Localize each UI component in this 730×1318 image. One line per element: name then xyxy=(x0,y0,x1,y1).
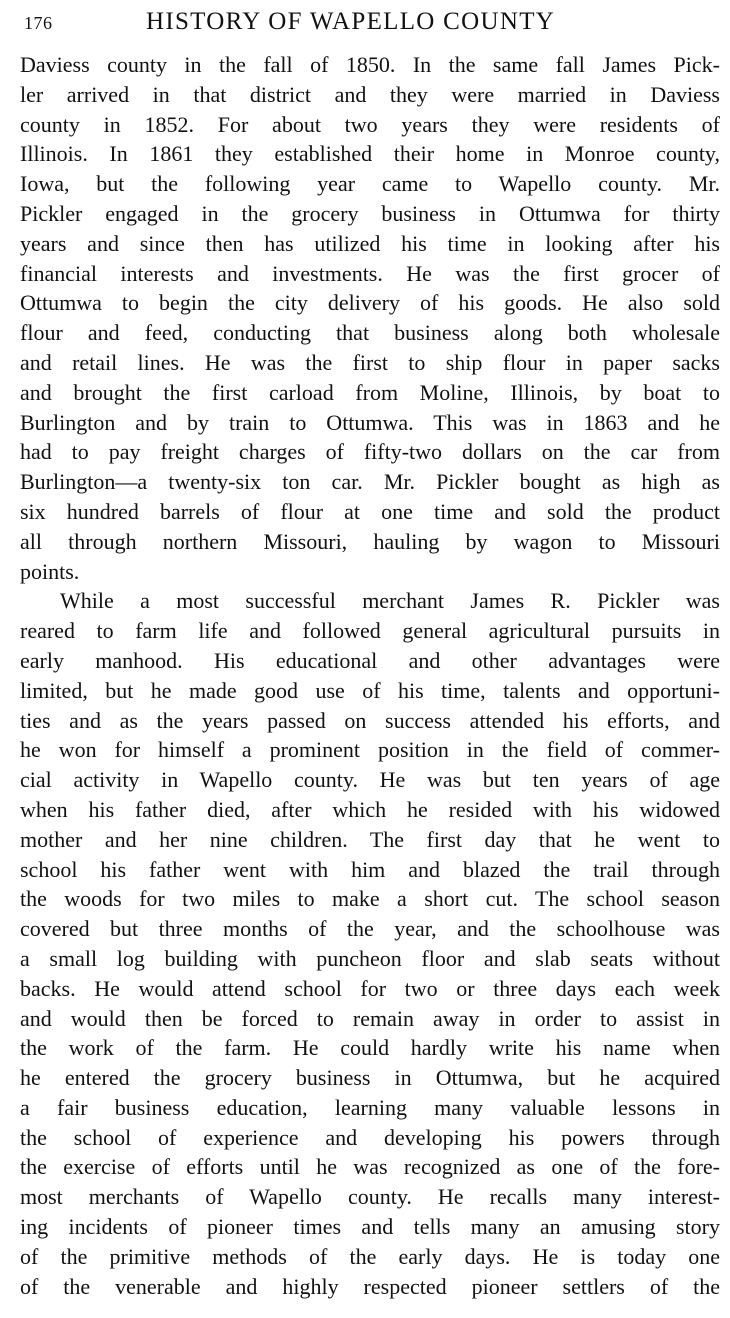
text-line: when his father died, after which he resided with his widowed xyxy=(20,796,720,822)
text-line: Ottumwa to begin the city delivery of his goods. He also sold xyxy=(20,290,720,316)
text-line: covered but three months of the year, and the schoolhouse was xyxy=(20,916,720,942)
text-line: early manhood. His educational and other advantages were xyxy=(20,647,720,673)
text-line: ties and as the years passed on success attended his efforts, and xyxy=(20,707,720,733)
text-line: Burlington and by train to Ottumwa. This was in 1863 and he xyxy=(20,409,720,435)
text-line: had to pay freight charges of fifty-two dollars on the car from xyxy=(20,439,720,465)
text-line: ler arrived in that district and they were married in Daviess xyxy=(20,81,720,107)
text-line: cial activity in Wapello county. He was but ten years of age xyxy=(20,767,720,793)
text-line: Iowa, but the following year came to Wapello county. Mr. xyxy=(20,171,720,197)
text-line: reared to farm life and followed general agricultural pursuits in xyxy=(20,618,720,644)
text-line: mother and her nine children. The first day that he went to xyxy=(20,826,720,852)
body-text xyxy=(20,50,720,1301)
text-line: financial interests and investments. He was the first grocer of xyxy=(20,260,720,286)
paragraph-1 xyxy=(20,50,720,586)
text-line: the woods for two miles to make a short cut. The school season xyxy=(20,886,720,912)
page-header xyxy=(0,8,730,44)
text-line: a small log building with puncheon floor and slab seats without xyxy=(20,945,720,971)
text-line: most merchants of Wapello county. He recalls many interest- xyxy=(20,1184,720,1210)
text-line: and would then be forced to remain away in order to assist in xyxy=(20,1005,720,1031)
text-line: he entered the grocery business in Ottumwa, but he acquired xyxy=(20,1065,720,1091)
text-line: county in 1852. For about two years they were residents of xyxy=(20,111,720,137)
text-line: the work of the farm. He could hardly write his name when xyxy=(20,1035,720,1061)
text-line: the school of experience and developing his powers through xyxy=(20,1124,720,1150)
text-line: backs. He would attend school for two or three days each week xyxy=(20,975,720,1001)
text-line: all through northern Missouri, hauling by wagon to Missouri xyxy=(20,528,720,554)
text-line: Burlington—a twenty-six ton car. Mr. Pickler bought as high as xyxy=(20,469,720,495)
text-line: Pickler engaged in the grocery business in Ottumwa for thirty xyxy=(20,200,720,226)
text-line: Illinois. In 1861 they established their home in Monroe county, xyxy=(20,141,720,167)
page-number: 176 xyxy=(24,13,53,33)
text-line: of the venerable and highly respected pioneer settlers of the xyxy=(20,1273,720,1299)
text-line: While a most successful merchant James R. Pickler was xyxy=(60,588,720,614)
text-line: and retail lines. He was the first to ship flour in paper sacks xyxy=(20,349,720,375)
text-line: of the primitive methods of the early days. He is today one xyxy=(20,1243,720,1269)
text-line: years and since then has utilized his time in looking after his xyxy=(20,230,720,256)
text-line: points. xyxy=(20,558,80,584)
text-line: and brought the first carload from Moline, Illinois, by boat to xyxy=(20,379,720,405)
text-line: Daviess county in the fall of 1850. In the same fall James Pick- xyxy=(20,52,720,77)
text-line: school his father went with him and blazed the trail through xyxy=(20,856,720,882)
text-line: a fair business education, learning many valuable lessons in xyxy=(20,1094,720,1120)
text-line: limited, but he made good use of his time, talents and opportuni- xyxy=(20,677,720,703)
text-line: flour and feed, conducting that business along both wholesale xyxy=(20,320,720,346)
text-line: ing incidents of pioneer times and tells many an amusing story xyxy=(20,1214,720,1240)
text-line: six hundred barrels of flour at one time and sold the product xyxy=(20,498,720,524)
running-title: HISTORY OF WAPELLO COUNTY xyxy=(146,8,556,35)
text-line: he won for himself a prominent position in the field of commer- xyxy=(20,737,720,763)
paragraph-2 xyxy=(20,586,720,1301)
text-line: the exercise of efforts until he was recognized as one of the fore- xyxy=(20,1154,720,1180)
